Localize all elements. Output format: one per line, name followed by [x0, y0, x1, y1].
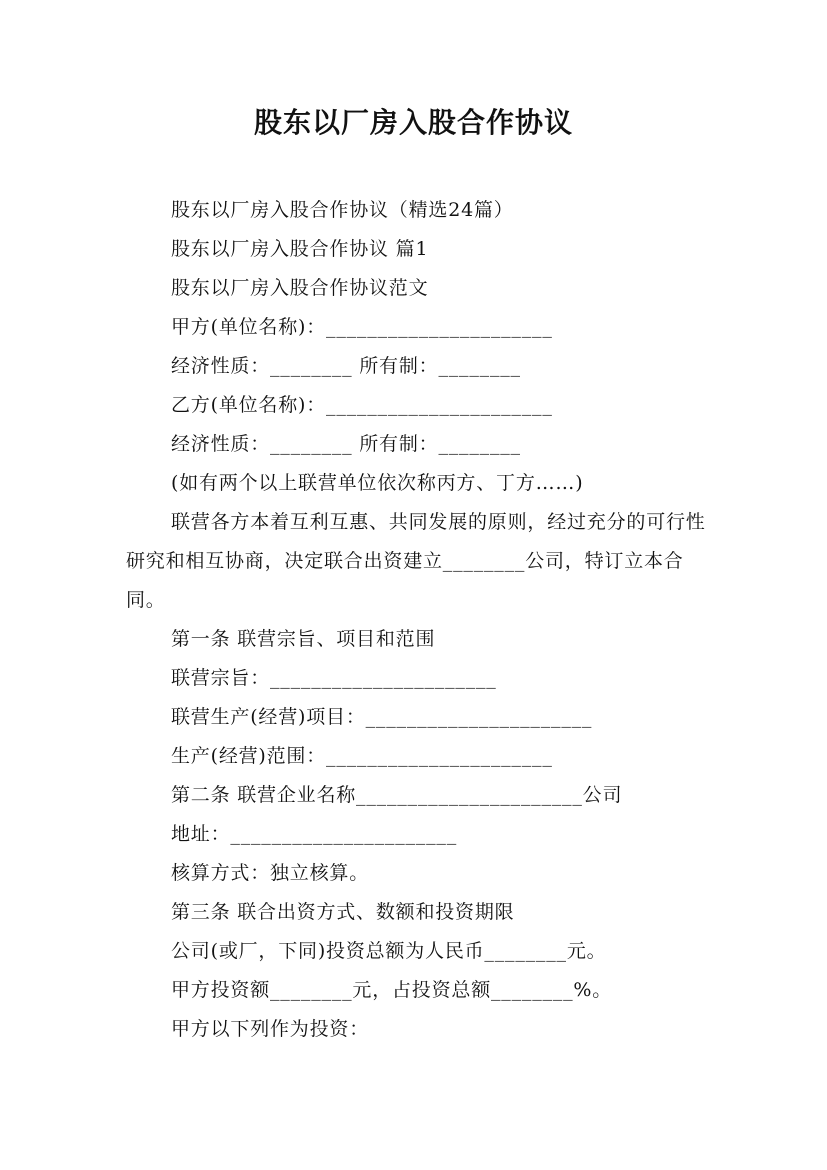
text-line-total-investment: 公司(或厂，下同)投资总额为人民币________元。: [171, 940, 607, 962]
text-line-address: 地址：______________________: [171, 823, 457, 845]
text-paragraph-preamble: 联营各方本着互利互惠、共同发展的原则，经过充分的可行性研究和相互协商，决定联合出资建立________公司，特订立本合同。: [126, 511, 706, 611]
text-line-sample-heading: 股东以厂房入股合作协议范文: [171, 277, 429, 299]
text-line-subtitle: 股东以厂房入股合作协议（精选24篇）: [171, 199, 514, 221]
text-line-party-a-investment: 甲方投资额________元，占投资总额________%。: [171, 979, 613, 1001]
text-line-article-2-heading: 第二条 联营企业名称______________________公司: [171, 784, 623, 806]
text-line-party-a-name: 甲方(单位名称)：______________________: [171, 316, 553, 338]
text-line-party-a-nature: 经济性质：________ 所有制：________: [171, 355, 521, 377]
text-line-party-b-nature: 经济性质：________ 所有制：________: [171, 433, 521, 455]
document-body: [126, 191, 711, 1049]
text-line-additional-parties-note: (如有两个以上联营单位依次称丙方、丁方……): [171, 472, 584, 494]
text-line-accounting-method: 核算方式：独立核算。: [171, 862, 370, 884]
text-line-article-3-heading: 第三条 联合出资方式、数额和投资期限: [171, 901, 515, 923]
text-line-article-number: 股东以厂房入股合作协议 篇1: [171, 238, 429, 260]
text-line-article-1-heading: 第一条 联营宗旨、项目和范围: [171, 628, 436, 650]
text-line-party-a-investment-items: 甲方以下列作为投资：: [171, 1018, 370, 1040]
text-line-party-b-name: 乙方(单位名称)：______________________: [171, 394, 553, 416]
text-line-production-scope: 生产(经营)范围：______________________: [171, 745, 553, 767]
text-line-purpose: 联营宗旨：______________________: [171, 667, 497, 689]
text-line-production-project: 联营生产(经营)项目：______________________: [171, 706, 593, 728]
document-title: 股东以厂房入股合作协议: [253, 106, 573, 139]
